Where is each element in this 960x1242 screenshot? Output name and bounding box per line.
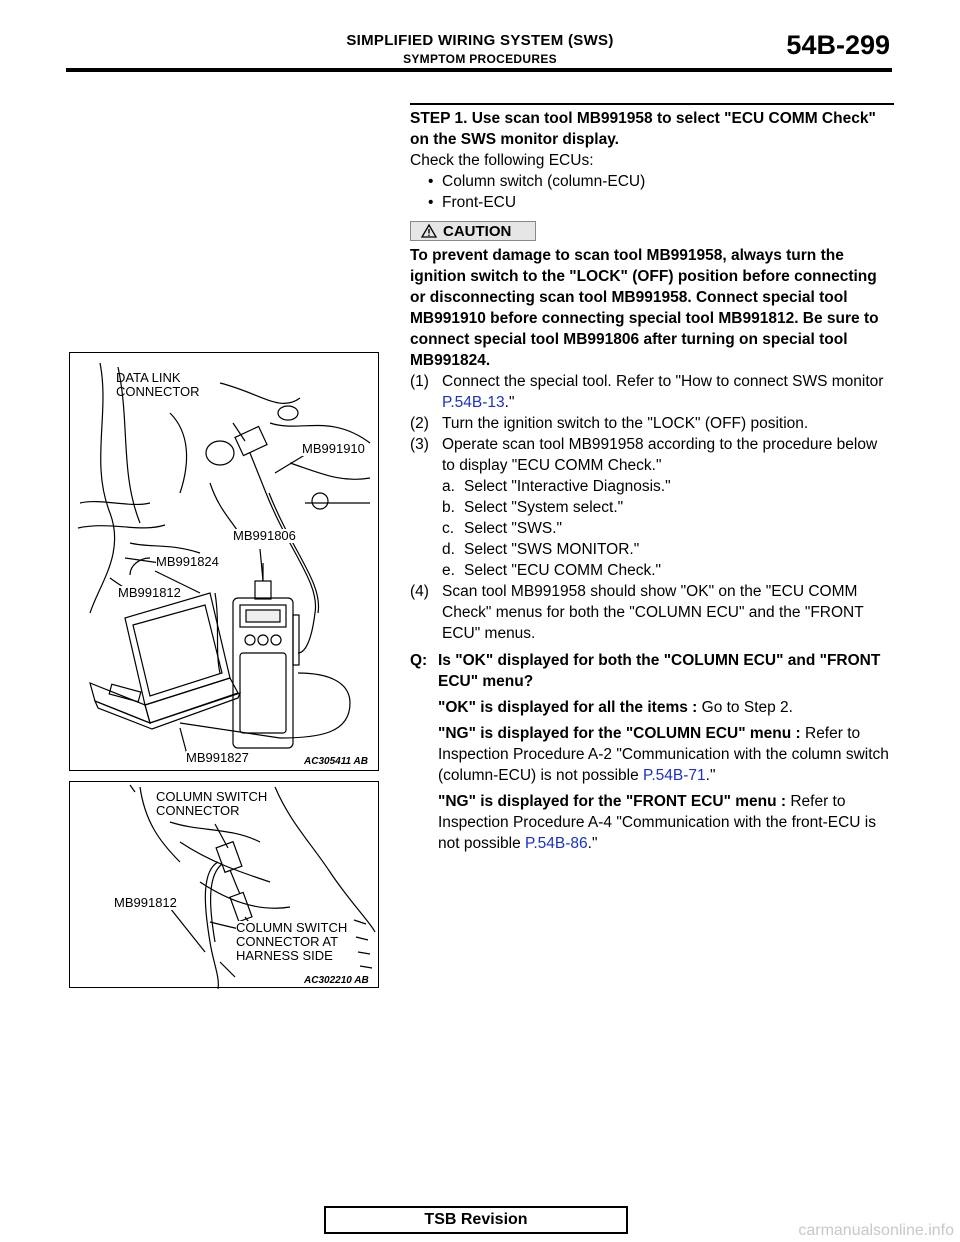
label-mb991827: MB991827	[186, 750, 249, 765]
label-data-link-connector: DATA LINK CONNECTOR	[116, 370, 200, 399]
procedure-step: (1) Connect the special tool. Refer to "How to connect SWS monitor P.54B-13."	[410, 373, 884, 411]
answer-ok: "OK" is displayed for all the items : Go to Step 2.	[438, 699, 793, 716]
figure-code: AC302210 AB	[304, 975, 369, 986]
page-number: 54B-299	[786, 30, 890, 60]
answer-ng-front: "NG" is displayed for the "FRONT ECU" menu : Refer to Inspection Procedure A-4 "Communication with the front-ECU is not possible P.54B-86."	[438, 793, 876, 852]
label-mb991812: MB991812	[114, 895, 177, 910]
header-title: SIMPLIFIED WIRING SYSTEM (SWS)	[346, 32, 614, 49]
procedure-step: (4) Scan tool MB991958 should show "OK" on the "ECU COMM Check" menus for both the "COLUMN ECU" and the "FRONT ECU" menus.	[410, 583, 864, 642]
connection-illustration	[70, 353, 380, 772]
question: Q: Is "OK" displayed for both the "COLUMN ECU" and "FRONT ECU" menu?	[410, 652, 881, 690]
label-harness-side: COLUMN SWITCH CONNECTOR AT HARNESS SIDE	[236, 920, 348, 963]
answer-ng-column: "NG" is displayed for the "COLUMN ECU" menu : Refer to Inspection Procedure A-2 "Communication with the column switch (column-ECU) is not possible P.54B-71."	[438, 725, 889, 784]
content	[410, 103, 894, 854]
step-heading: STEP 1. Use scan tool MB991958 to select "ECU COMM Check" on the SWS monitor display.	[410, 103, 894, 150]
link-p54b-71[interactable]: P.54B-71	[643, 767, 706, 784]
label-mb991812: MB991812	[118, 585, 181, 600]
sub-step: e. Select "ECU COMM Check."	[442, 562, 662, 579]
bullet-item: • Column switch (column-ECU)	[428, 173, 646, 190]
figure-column-switch	[69, 781, 379, 988]
sub-step: c. Select "SWS."	[442, 520, 563, 537]
bullet-item: • Front-ECU	[428, 194, 517, 211]
label-column-switch-connector: COLUMN SWITCH CONNECTOR	[156, 789, 268, 818]
sub-step: b. Select "System select."	[442, 499, 624, 516]
warning-icon	[421, 224, 437, 238]
sub-step: d. Select "SWS MONITOR."	[442, 541, 640, 558]
footer-tsb-revision: TSB Revision	[324, 1206, 628, 1234]
watermark: carmanualsonline.info	[798, 1222, 954, 1239]
caution-text: To prevent damage to scan tool MB991958, always turn the ignition switch to the "LOCK" (OFF) position before connecting or disconnecting scan tool MB991958. Connect special tool MB991910 before connecting special tool MB991812. Be sure to connect special tool MB991806 after turning on special tool MB991824.	[410, 247, 879, 369]
header-titles	[330, 32, 630, 66]
step-intro: Check the following ECUs:	[410, 152, 594, 169]
label-mb991806: MB991806	[233, 528, 296, 543]
header-rule	[66, 68, 892, 72]
link-p54b-86[interactable]: P.54B-86	[525, 835, 588, 852]
caution-label: CAUTION	[443, 222, 512, 240]
label-mb991824: MB991824	[156, 554, 219, 569]
figure-connection-diagram	[69, 352, 379, 771]
label-mb991910: MB991910	[302, 441, 365, 456]
caution-box	[410, 221, 536, 241]
header-subtitle: SYMPTOM PROCEDURES	[403, 52, 557, 66]
procedure-step: (3) Operate scan tool MB991958 according to the procedure below to display "ECU COMM Check."	[410, 436, 878, 474]
procedure-step: (2) Turn the ignition switch to the "LOCK" (OFF) position.	[410, 415, 809, 432]
figure-code: AC305411 AB	[304, 756, 368, 767]
sub-step: a. Select "Interactive Diagnosis."	[442, 478, 671, 495]
link-p54b-13[interactable]: P.54B-13	[442, 394, 505, 411]
